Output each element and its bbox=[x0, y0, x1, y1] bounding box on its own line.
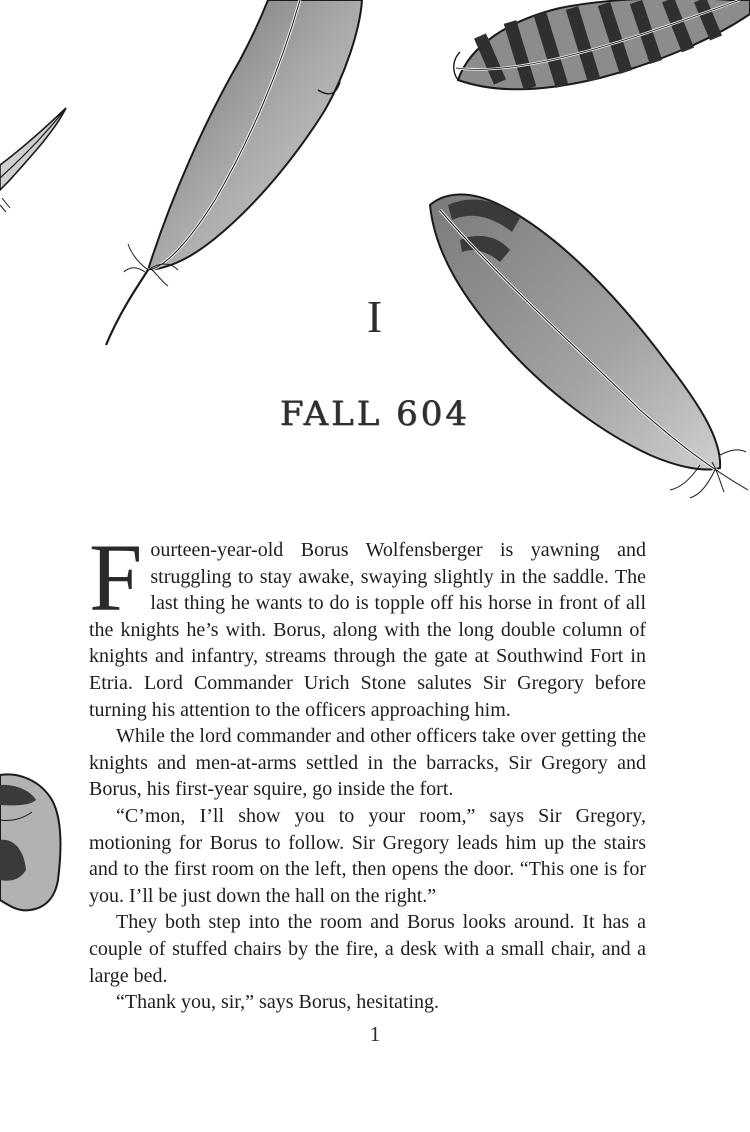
paragraph: “C’mon, I’ll show you to your room,” says Sir Gregory, motioning for Borus to follow. Sir Gregory leads him up the stairs and to the first room on the left, then opens the door. “This one is for you. I’ll be just down the hall on the right.” bbox=[89, 804, 646, 907]
feather-icon bbox=[454, 0, 750, 89]
chapter-number: I bbox=[366, 291, 384, 342]
drop-cap: F bbox=[89, 524, 143, 631]
paragraph: While the lord commander and other officers take over getting the knights and men-at-arms settled in the barracks, Sir Gregory and Borus, his first-year squire, go inside the fort. bbox=[89, 725, 646, 801]
chapter-title: FALL 604 bbox=[279, 394, 471, 434]
paragraph: “Thank you, sir,” says Borus, hesitating. bbox=[116, 991, 440, 1014]
feather-icon bbox=[430, 194, 748, 498]
paragraph: They both step into the room and Borus looks around. It has a couple of stuffed chairs by the fire, a desk with a small chair, and a large bed. bbox=[89, 911, 646, 987]
paragraph bbox=[89, 524, 646, 723]
chapter-body bbox=[89, 524, 646, 1016]
page-number: 1 bbox=[369, 1022, 381, 1046]
feather-icon bbox=[0, 108, 66, 212]
feather-icon bbox=[0, 774, 60, 910]
paragraph-text: ourteen-year-old Borus Wolfensberger is yawning and struggling to stay awake, swaying slightly in the saddle. The last thing he wants to do is topple off his horse in front of all the knights he’s with. Borus, along with the long double column of knights and infantry, streams through the gate at Southwind Fort in Etria. Lord Commander Urich Stone salutes Sir Gregory before turning his attention to the officers approaching him. bbox=[89, 539, 646, 721]
